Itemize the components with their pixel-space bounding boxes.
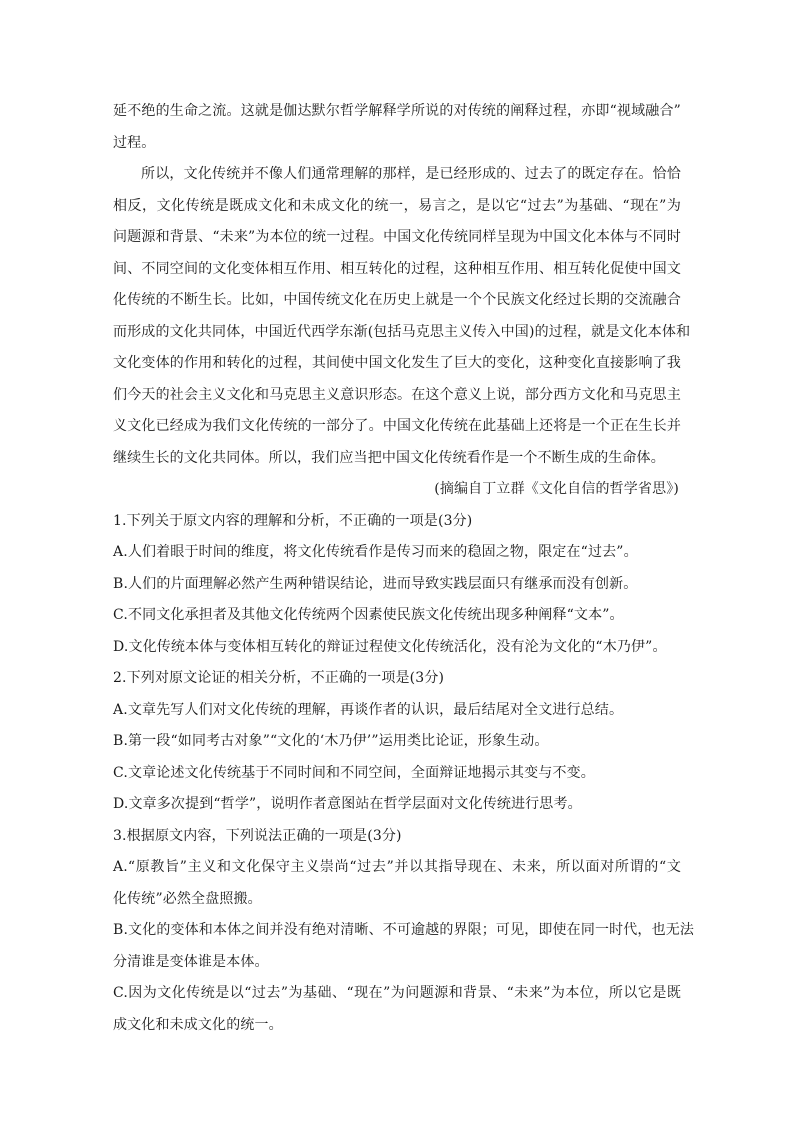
question-block bbox=[113, 506, 681, 664]
answer-option: D.文化传统本体与变体相互转化的辩证过程使文化传统活化，没有沦为文化的“木乃伊”。 bbox=[113, 638, 667, 655]
answer-option: C.不同文化承担者及其他文化传统两个因素使民族文化传统出现多种阐释“文本”。 bbox=[113, 607, 624, 623]
answer-option: B.人们的片面理解必然产生两种错误结论，进而导致实践层面只有继承而没有创新。 bbox=[113, 575, 638, 592]
passage-line: 问题源和背景、“未来”为本位的统一过程。中国文化传统同样呈现为中国文化本体与不同时 bbox=[113, 229, 681, 245]
passage-line: 延不绝的生命之流。这就是伽达默尔哲学解释学所说的对传统的阐释过程，亦即“视域融合” bbox=[113, 103, 681, 119]
passage-line: 文化变体的作用和转化的过程，其间使中国文化发生了巨大的变化，这种变化直接影响了我 bbox=[113, 355, 681, 371]
passage-line: 义文化已经成为我们文化传统的一部分了。中国文化传统在此基础上还将是一个正在生长并 bbox=[113, 418, 681, 434]
passage-line: 相反，文化传统是既成文化和未成文化的统一，易言之，是以它“过去”为基础、“现在”为 bbox=[113, 197, 681, 214]
question-block bbox=[113, 663, 681, 821]
answer-option: C.因为文化传统是以“过去”为基础、“现在”为问题源和背景、“未来”为本位，所以它是既 bbox=[113, 985, 681, 1001]
passage-line: 过程。 bbox=[113, 134, 156, 151]
answer-option: A.“原教旨”主义和文化保守主义崇尚“过去”并以其指导现在、未来，所以面对所谓的“文 bbox=[113, 859, 681, 875]
questions bbox=[113, 506, 695, 1042]
question-block bbox=[113, 821, 695, 1042]
answer-option: D.文章多次提到“哲学”，说明作者意图站在哲学层面对文化传统进行思考。 bbox=[113, 796, 582, 812]
passage-line: 们今天的社会主义文化和马克思主义意识形态。在这个意义上说，部分西方文化和马克思主 bbox=[113, 386, 681, 403]
question-stem: 2.下列对原文论证的相关分析，不正确的一项是(3分) bbox=[113, 670, 445, 686]
document-page bbox=[113, 96, 695, 1041]
answer-option: A.人们着眼于时间的维度，将文化传统看作是传习而来的稳固之物，限定在“过去”。 bbox=[113, 544, 638, 560]
source-citation: (摘编自丁立群《文化自信的哲学省思》) bbox=[434, 481, 679, 497]
passage bbox=[113, 96, 691, 506]
passage-line: 所以，文化传统并不像人们通常理解的那样，是已经形成的、过去了的既定存在。恰恰 bbox=[141, 166, 681, 182]
answer-option: 化传统”必然全盘照搬。 bbox=[113, 890, 262, 907]
passage-line: 化传统的不断生长。比如，中国传统文化在历史上就是一个个民族文化经过长期的交流融合 bbox=[113, 292, 681, 308]
question-stem: 1.下列关于原文内容的理解和分析，不正确的一项是(3分) bbox=[113, 512, 473, 529]
answer-option: A.文章先写人们对文化传统的理解，再谈作者的认识，最后结尾对全文进行总结。 bbox=[113, 701, 624, 718]
passage-line: 间、不同空间的文化变体相互作用、相互转化的过程，这种相互作用、相互转化促使中国文 bbox=[113, 260, 681, 277]
passage-line: 继续生长的文化共同体。所以，我们应当把中国文化传统看作是一个不断生成的生命体。 bbox=[113, 449, 665, 466]
passage-line: 而形成的文化共同体，中国近代西学东渐(包括马克思主义传入中国)的过程，就是文化本体和 bbox=[113, 323, 691, 340]
answer-option: B.第一段“如同考古对象”“文化的‘木乃伊’”运用类比论证，形象生动。 bbox=[113, 733, 549, 749]
answer-option: 成文化和未成文化的统一。 bbox=[113, 1016, 283, 1033]
answer-option: B.文化的变体和本体之间并没有绝对清晰、不可逾越的界限；可见，即使在同一时代，也无法 bbox=[113, 922, 695, 938]
question-stem: 3.根据原文内容，下列说法正确的一项是(3分) bbox=[113, 827, 402, 844]
answer-option: C.文章论述文化传统基于不同时间和不同空间，全面辩证地揭示其变与不变。 bbox=[113, 764, 595, 781]
answer-option: 分清谁是变体谁是本体。 bbox=[113, 953, 269, 970]
